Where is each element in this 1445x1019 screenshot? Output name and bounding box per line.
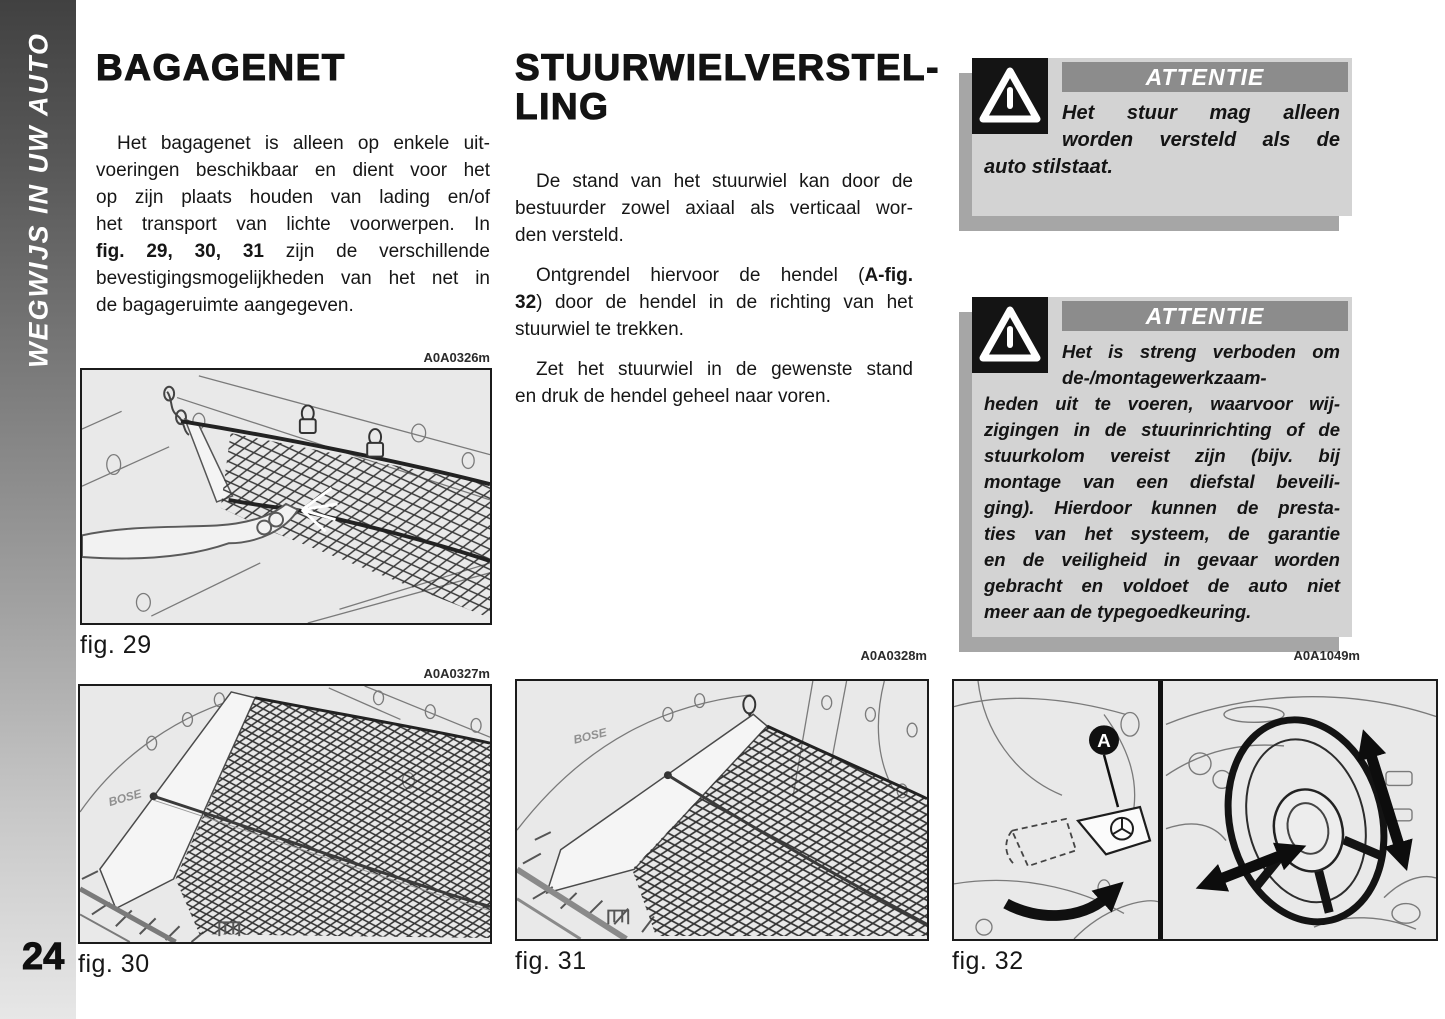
text-line: meer aan de typegoedkeuring. xyxy=(984,601,1252,622)
label-a-text: A xyxy=(1097,730,1111,751)
figure-31-block xyxy=(515,648,929,976)
text-line: het transport van lichte voorwerpen. In xyxy=(96,214,490,235)
text-line: ging). Hierdoor kunnen de presta- xyxy=(984,497,1340,518)
steering-adjust-drawing xyxy=(954,681,1436,939)
figure-30-code: A0A0327m xyxy=(423,666,490,681)
page-number: 24 xyxy=(22,936,65,978)
luggage-net-drawing xyxy=(80,686,490,942)
heading-line-2: LING xyxy=(515,86,610,127)
text-line: gebracht en voldoet de auto niet xyxy=(984,575,1340,596)
text-line: fig. 29, 30, 31 zijn de verschillende xyxy=(96,241,490,262)
text-line: zigingen in de stuurinrichting of de xyxy=(984,419,1340,440)
text-line: stuurkolom vereist zijn (bijv. bij xyxy=(984,445,1340,466)
text-line: bevestigingsmogelijkheden van het net in xyxy=(96,268,490,289)
warning-box-steering xyxy=(972,58,1352,216)
figure-32-block xyxy=(952,648,1438,976)
text-line: Zet het stuurwiel in de gewenste stand xyxy=(536,359,913,380)
figure-29-block xyxy=(80,350,492,660)
warning-title: ATTENTIE xyxy=(1062,301,1348,331)
text-line: stuurwiel te trekken. xyxy=(515,319,684,340)
text-line: en de veiligheid in gevaar worden xyxy=(984,549,1340,570)
figure-29-code: A0A0326m xyxy=(423,350,490,365)
bose-logo: BOSE xyxy=(106,786,144,809)
bose-logo: BOSE xyxy=(571,725,609,747)
luggage-net-drawing xyxy=(517,681,927,939)
text-line: worden versteld als de xyxy=(1062,129,1340,151)
text-line: ties van het systeem, de garantie xyxy=(984,523,1340,544)
luggage-net-drawing xyxy=(82,370,490,623)
figure-31-code: A0A0328m xyxy=(860,648,927,663)
warning-box-modifications xyxy=(972,297,1352,637)
figure-31-caption: fig. 31 xyxy=(515,947,587,975)
stuurwiel-paragraph-2 xyxy=(515,262,913,343)
warning-triangle-icon xyxy=(972,58,1048,134)
figure-31-image xyxy=(515,679,929,941)
bagagenet-paragraph xyxy=(96,130,490,319)
text-line: voeringen beschikbaar en dient voor het xyxy=(96,160,490,181)
text-line: Het stuur mag alleen xyxy=(1062,102,1340,124)
text-line: Het bagagenet is alleen op enkele uit- xyxy=(117,133,490,154)
figure-29-image xyxy=(80,368,492,625)
figure-30-caption: fig. 30 xyxy=(78,950,150,978)
text-line: de bagageruimte aangegeven. xyxy=(96,295,354,316)
text-line: heden uit te voeren, waarvoor wij- xyxy=(984,393,1340,414)
text-line: De stand van het stuurwiel kan door de xyxy=(536,171,913,192)
text-line: en druk de hendel geheel naar voren. xyxy=(515,386,831,407)
text-line: op zijn plaats houden van lading en/of xyxy=(96,187,490,208)
text-line: montage van een diefstal beveili- xyxy=(984,471,1340,492)
text-line: Ontgrendel hiervoor de hendel (A-fig. xyxy=(536,265,913,286)
warning-text xyxy=(972,331,1352,637)
warning-title: ATTENTIE xyxy=(1062,62,1348,92)
warning-triangle-icon xyxy=(972,297,1048,373)
text-line: Het is streng verboden om xyxy=(1062,341,1340,362)
text-line: auto stilstaat. xyxy=(984,156,1113,178)
figure-29-caption: fig. 29 xyxy=(80,631,152,659)
figure-32-image xyxy=(952,679,1438,941)
heading-line-1: STUURWIELVERSTEL- xyxy=(515,47,940,88)
figure-30-block xyxy=(78,666,492,979)
figure-30-image xyxy=(78,684,492,944)
text-line: den versteld. xyxy=(515,225,624,246)
heading-stuurwielverstelling xyxy=(515,48,940,126)
text-line: bestuurder zowel axiaal als verticaal wor- xyxy=(515,198,913,219)
text-line: 32) door de hendel in de richting van het xyxy=(515,292,913,313)
text-line: de-/montagewerkzaam- xyxy=(1062,367,1267,388)
figure-32-caption: fig. 32 xyxy=(952,947,1024,975)
section-tab-label: WEGWIJS IN UW AUTO xyxy=(23,32,54,368)
stuurwiel-paragraph-3 xyxy=(515,356,913,410)
heading-bagagenet: BAGAGENET xyxy=(96,47,346,88)
figure-32-code: A0A1049m xyxy=(1293,648,1360,663)
stuurwiel-paragraph-1 xyxy=(515,168,913,249)
